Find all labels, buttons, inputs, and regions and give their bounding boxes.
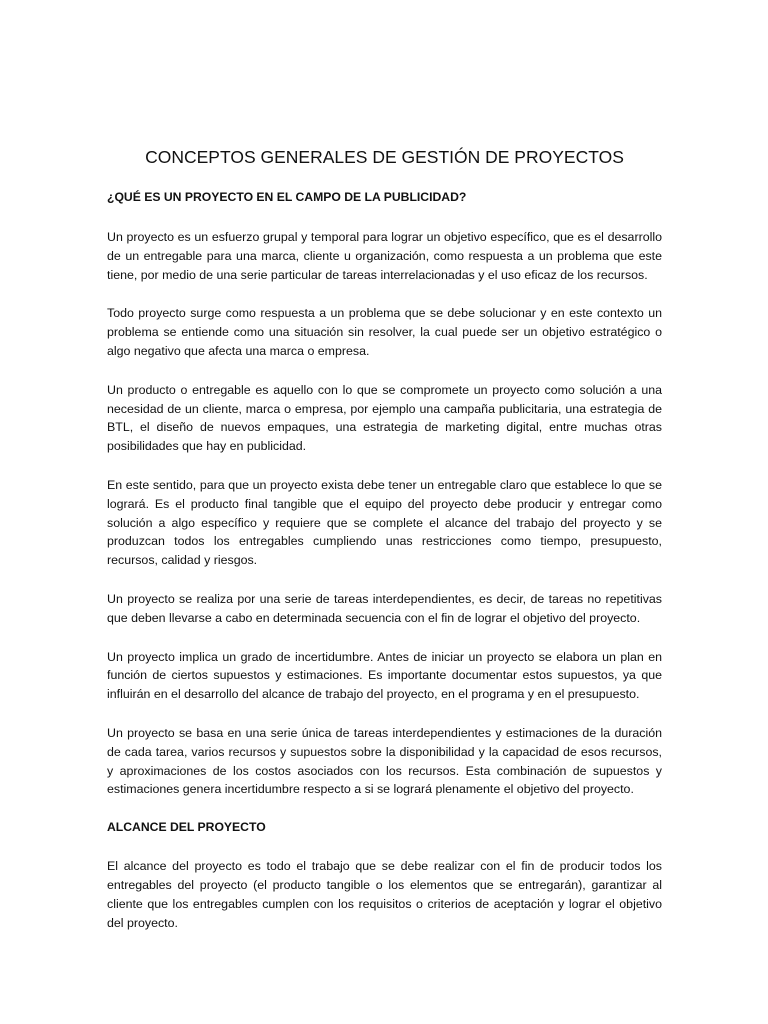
- paragraph: En este sentido, para que un proyecto exista debe tener un entregable claro que establece lo que se logrará. Es el producto final tangible que el equipo del proyecto debe producir y entregar como solución a algo específico y requiere que se complete el alcance del trabajo del proyecto y se produzcan todos los entregables cumpliendo unas restricciones como tiempo, presupuesto, recursos, calidad y riesgos.: [107, 477, 662, 568]
- paragraph: Un proyecto implica un grado de incertidumbre. Antes de iniciar un proyecto se elabora un plan en función de ciertos supuestos y estimaciones. Es importante documentar estos supuestos, ya que influirán en el desarrollo del alcance de trabajo del proyecto, en el programa y en el presupuesto.: [107, 649, 662, 702]
- paragraph: Un proyecto se basa en una serie única de tareas interdependientes y estimaciones de la duración de cada tarea, varios recursos y supuestos sobre la disponibilidad y la capacidad de esos recursos, y aproximaciones de los costos asociados con los recursos. Esta combinación de supuestos y estimaciones genera incertidumbre respecto a si se logrará plenamente el objetivo del proyecto.: [107, 725, 662, 797]
- document-body: [107, 146, 662, 952]
- paragraph: Un proyecto es un esfuerzo grupal y temporal para lograr un objetivo específico, que es el desarrollo de un entregable para una marca, cliente u organización, como respuesta a un problema que este tiene, por medio de una serie particular de tareas interrelacionadas y el uso eficaz de los recursos.: [107, 230, 662, 282]
- paragraph: Todo proyecto surge como respuesta a un problema que se debe solucionar y en este contexto un problema se entiende como una situación sin resolver, la cual puede ser un objetivo estratégico o algo negativo que afecta una marca o empresa.: [107, 306, 662, 358]
- question-heading: ¿QUÉ ES UN PROYECTO EN EL CAMPO DE LA PUBLICIDAD?: [107, 190, 467, 204]
- section-heading-alcance: ALCANCE DEL PROYECTO: [107, 820, 266, 835]
- document-title: CONCEPTOS GENERALES DE GESTIÓN DE PROYECTOS: [145, 147, 624, 167]
- paragraph: El alcance del proyecto es todo el trabajo que se debe realizar con el fin de producir todos los entregables del proyecto (el producto tangible o los elementos que se entregarán), garantizar al cliente que los entregables cumplen con los requisitos o criterios de aceptación y lograr el objetivo del proyecto.: [107, 859, 662, 930]
- paragraph: Un producto o entregable es aquello con lo que se compromete un proyecto como solución a una necesidad de un cliente, marca o empresa, por ejemplo una campaña publicitaria, una estrategia de BTL, el diseño de nuevos empaques, una estrategia de marketing digital, entre muchas otras posibilidades que hay en publicidad.: [107, 382, 662, 454]
- paragraph: Un proyecto se realiza por una serie de tareas interdependientes, es decir, de tareas no repetitivas que deben llevarse a cabo en determinada secuencia con el fin de lograr el objetivo del proyecto.: [107, 591, 662, 625]
